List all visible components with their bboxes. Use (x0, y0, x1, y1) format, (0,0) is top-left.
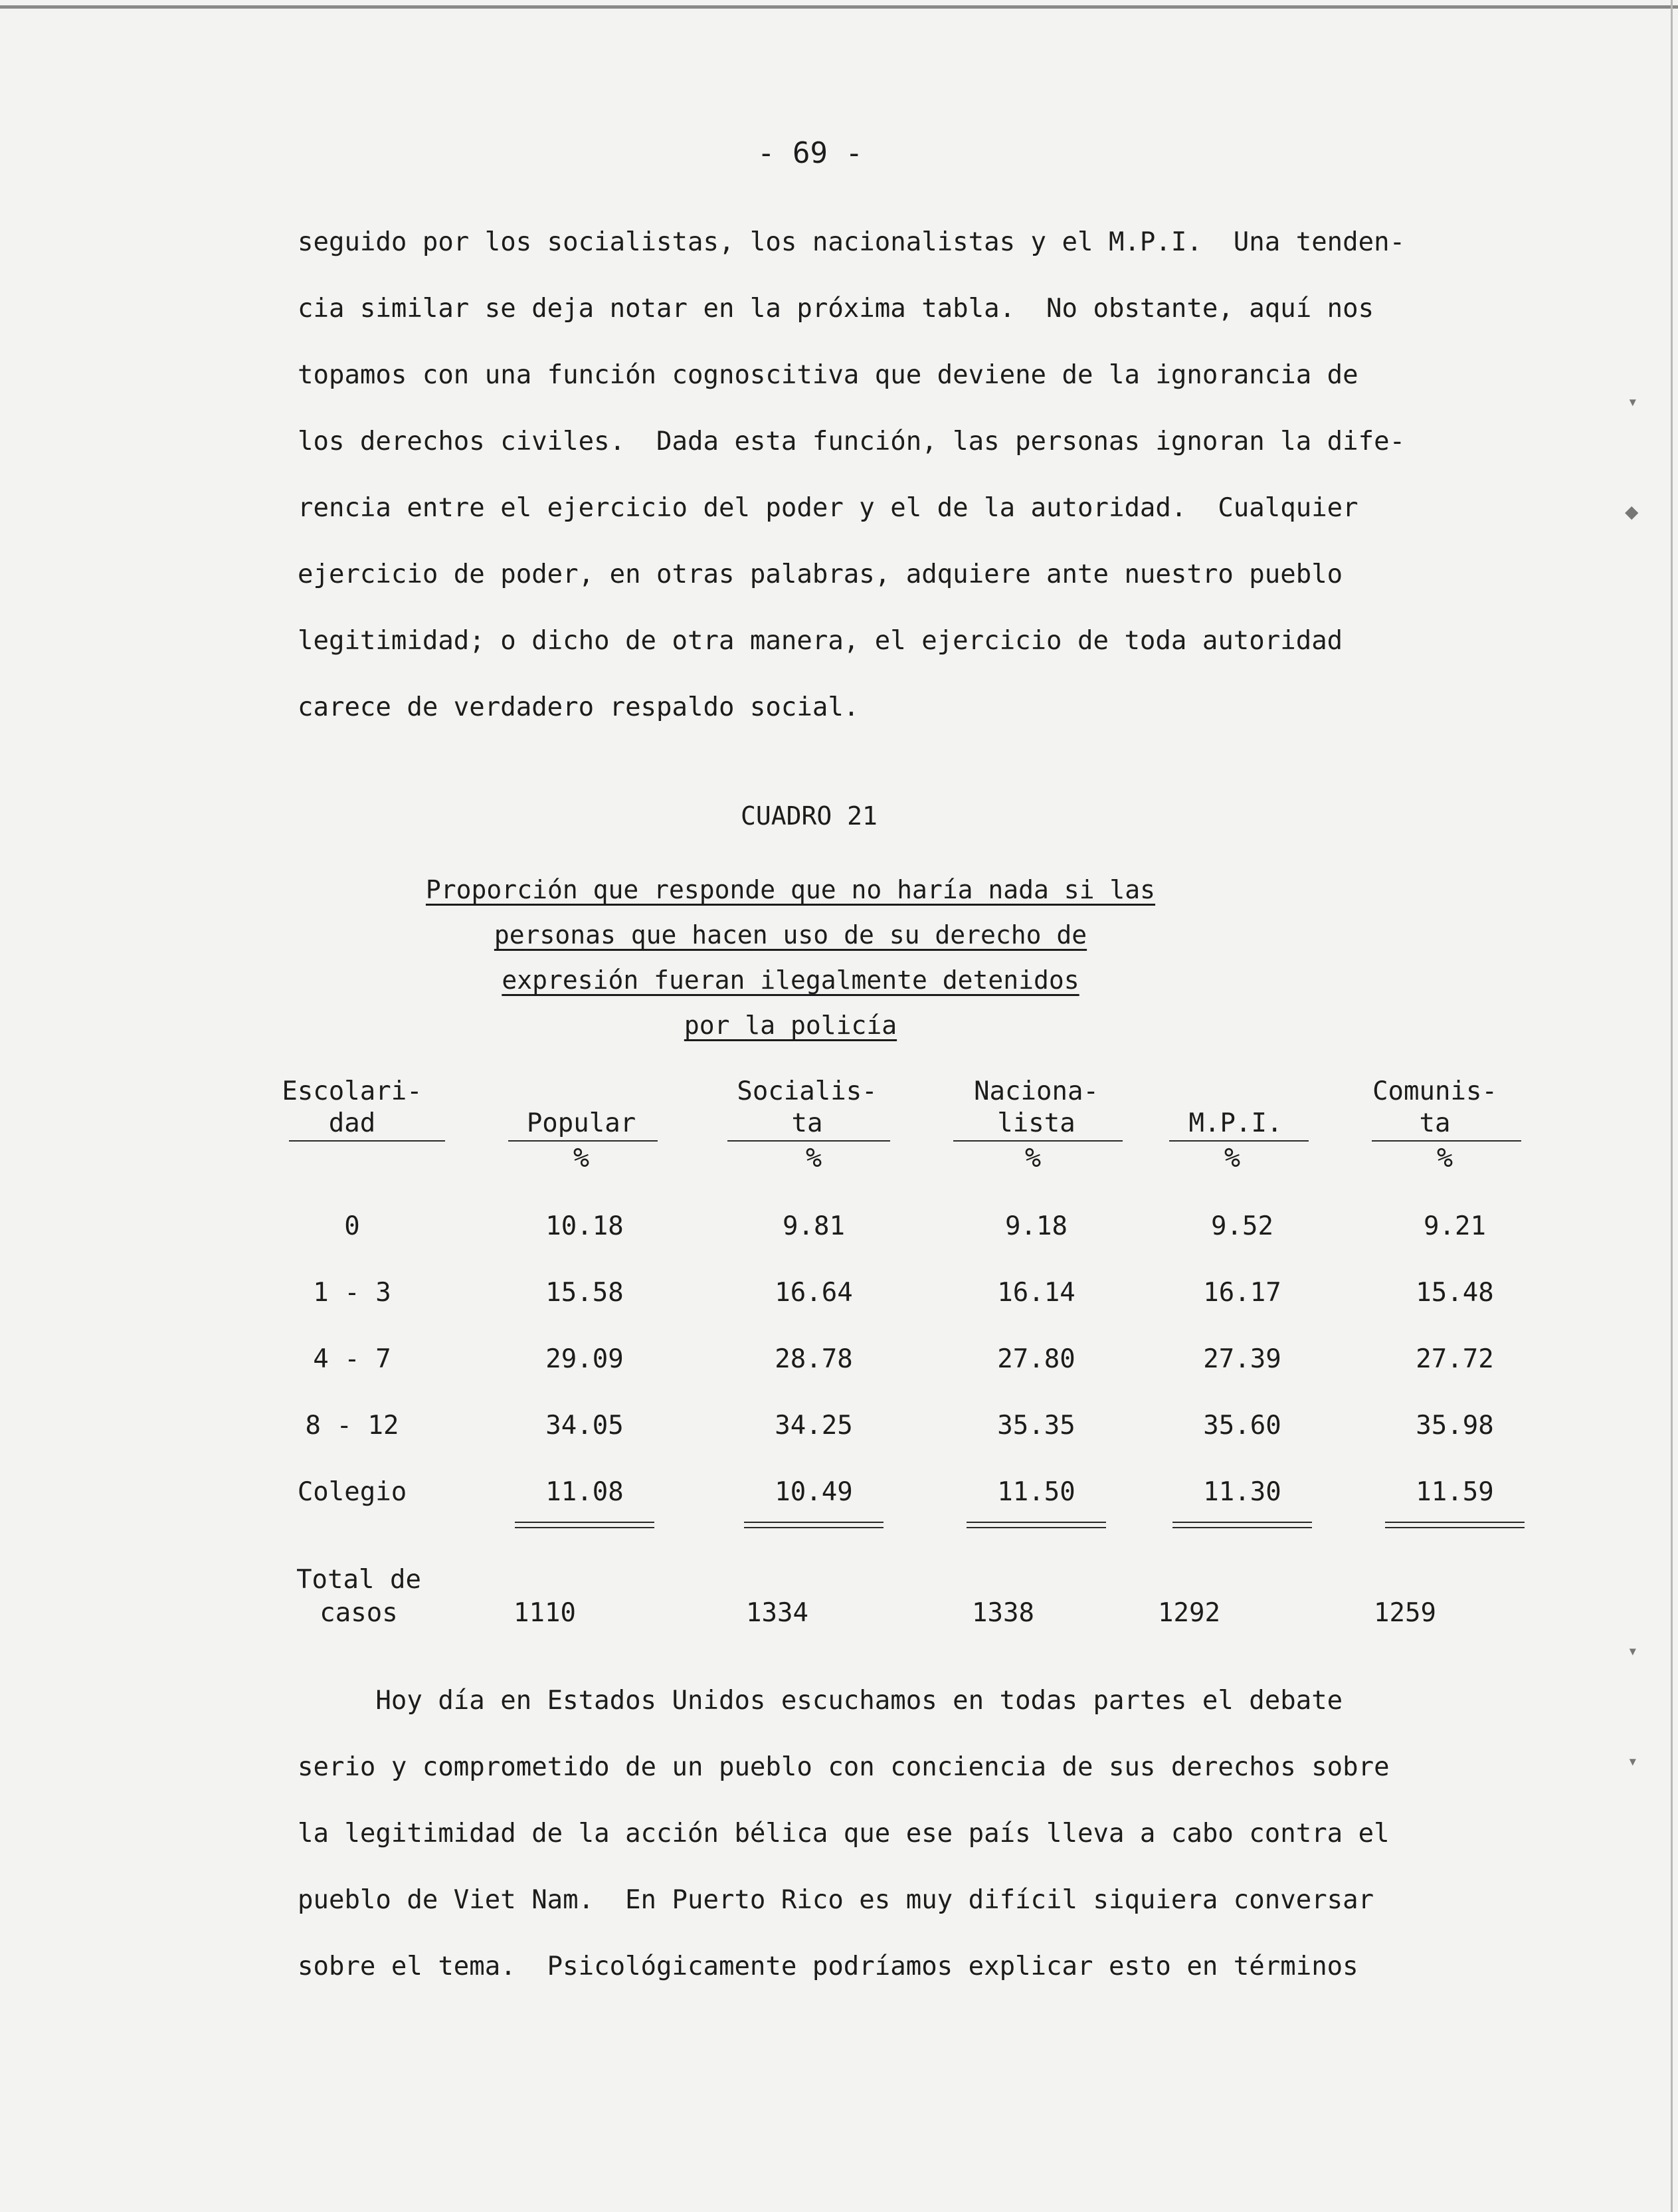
sum-rule (515, 1527, 654, 1528)
header-underline (953, 1140, 1123, 1142)
table-caption (372, 867, 1209, 1048)
total-cell: 1110 (513, 1598, 576, 1628)
table-cell: 11.59 (1416, 1477, 1494, 1507)
percent-unit: % (1224, 1143, 1241, 1173)
text-line: Hoy día en Estados Unidos escuchamos en todas partes el debate (298, 1686, 1343, 1716)
column-header: ta (791, 1108, 823, 1138)
sum-rule (744, 1522, 884, 1523)
row-label: Colegio (297, 1477, 407, 1507)
percent-unit: % (805, 1143, 822, 1173)
table-cell: 11.08 (545, 1477, 624, 1507)
sum-rule (1172, 1527, 1312, 1528)
total-cell: 1259 (1374, 1598, 1436, 1628)
row-label: 1 - 3 (313, 1278, 391, 1308)
total-cell: 1338 (972, 1598, 1034, 1628)
percent-unit: % (1024, 1143, 1042, 1173)
sum-rule (744, 1527, 884, 1528)
column-header: lista (997, 1108, 1075, 1138)
row-header-line: dad (328, 1108, 376, 1138)
table-cell: 16.17 (1203, 1278, 1281, 1308)
table-cell: 27.72 (1416, 1344, 1494, 1374)
margin-mark: ▾ (1628, 1641, 1638, 1661)
total-cell: 1334 (746, 1598, 808, 1628)
table-cell: 11.50 (997, 1477, 1075, 1507)
table-cell: 15.58 (545, 1278, 624, 1308)
text-line: legitimidad; o dicho de otra manera, el ejercicio de toda autoridad (298, 626, 1343, 656)
margin-mark: ▾ (1628, 392, 1638, 412)
table-cell: 35.35 (997, 1411, 1075, 1441)
table-cell: 16.14 (997, 1278, 1075, 1308)
column-header: M.P.I. (1188, 1108, 1283, 1138)
sum-rule (1385, 1522, 1525, 1523)
caption-line: Proporción que responde que no haría nada si las (425, 875, 1156, 904)
table-cell: 34.25 (775, 1411, 853, 1441)
text-line: sobre el tema. Psicológicamente podríamos explicar esto en términos (298, 1952, 1358, 1981)
table-cell: 35.60 (1203, 1411, 1281, 1441)
text-line: rencia entre el ejercicio del poder y el de la autoridad. Cualquier (298, 493, 1358, 523)
text-line: los derechos civiles. Dada esta función, las personas ignoran la dife- (298, 427, 1406, 456)
text-line: carece de verdadero respaldo social. (298, 692, 860, 722)
margin-mark: ▾ (1628, 1752, 1638, 1771)
header-underline (1372, 1140, 1521, 1142)
column-header: Naciona- (974, 1076, 1099, 1106)
column-header: Socialis- (737, 1076, 878, 1106)
table-cell: 15.48 (1416, 1278, 1494, 1308)
text-line: la legitimidad de la acción bélica que ese país lleva a cabo contra el (298, 1819, 1390, 1849)
top-edge-rule (0, 5, 1678, 9)
table-cell: 10.18 (545, 1211, 624, 1241)
table-cell: 9.52 (1211, 1211, 1273, 1241)
sum-rule (967, 1527, 1106, 1528)
text-line: pueblo de Viet Nam. En Puerto Rico es muy difícil siquiera conversar (298, 1885, 1374, 1915)
table-cell: 10.49 (775, 1477, 853, 1507)
text-line: serio y comprometido de un pueblo con conciencia de sus derechos sobre (298, 1752, 1390, 1782)
sum-rule (1172, 1522, 1312, 1523)
row-header-line: Escolari- (282, 1076, 422, 1106)
column-header: Popular (526, 1108, 636, 1138)
total-label: casos (320, 1598, 398, 1628)
table-cell: 34.05 (545, 1411, 624, 1441)
sum-rule (515, 1522, 654, 1523)
total-label: Total de (296, 1565, 421, 1595)
table-cell: 9.21 (1424, 1211, 1486, 1241)
table-cell: 28.78 (775, 1344, 853, 1374)
text-line: topamos con una función cognoscitiva que deviene de la ignorancia de (298, 360, 1358, 390)
text-line: seguido por los socialistas, los nacionalistas y el M.P.I. Una tenden- (298, 227, 1406, 257)
percent-unit: % (1436, 1143, 1453, 1173)
table-cell: 16.64 (775, 1278, 853, 1308)
column-header: Comunis- (1372, 1076, 1497, 1106)
caption-line: personas que hacen uso de su derecho de (494, 920, 1087, 950)
text-line: cia similar se deja notar en la próxima tabla. No obstante, aquí nos (298, 294, 1374, 324)
header-underline (508, 1140, 658, 1142)
right-edge-rule (1671, 0, 1673, 2212)
percent-unit: % (573, 1143, 590, 1173)
column-header: ta (1419, 1108, 1451, 1138)
table-cell: 27.39 (1203, 1344, 1281, 1374)
row-label: 0 (344, 1211, 360, 1241)
table-cell: 29.09 (545, 1344, 624, 1374)
sum-rule (1385, 1527, 1525, 1528)
sum-rule (967, 1522, 1106, 1523)
row-label: 4 - 7 (313, 1344, 391, 1374)
page-number: - 69 - (757, 136, 863, 170)
table-cell: 9.18 (1005, 1211, 1068, 1241)
header-underline (289, 1140, 445, 1142)
header-underline (1169, 1140, 1309, 1142)
row-label: 8 - 12 (305, 1411, 399, 1441)
text-line: ejercicio de poder, en otras palabras, adquiere ante nuestro pueblo (298, 559, 1343, 589)
table-cell: 27.80 (997, 1344, 1075, 1374)
table-cell: 11.30 (1203, 1477, 1281, 1507)
table-cell: 9.81 (783, 1211, 845, 1241)
header-underline (727, 1140, 890, 1142)
total-cell: 1292 (1158, 1598, 1220, 1628)
margin-mark: ◆ (1625, 498, 1639, 525)
caption-line: por la policía (684, 1011, 897, 1040)
table-cell: 35.98 (1416, 1411, 1494, 1441)
table-title: CUADRO 21 (741, 801, 878, 831)
caption-line: expresión fueran ilegalmente detenidos (502, 965, 1079, 995)
